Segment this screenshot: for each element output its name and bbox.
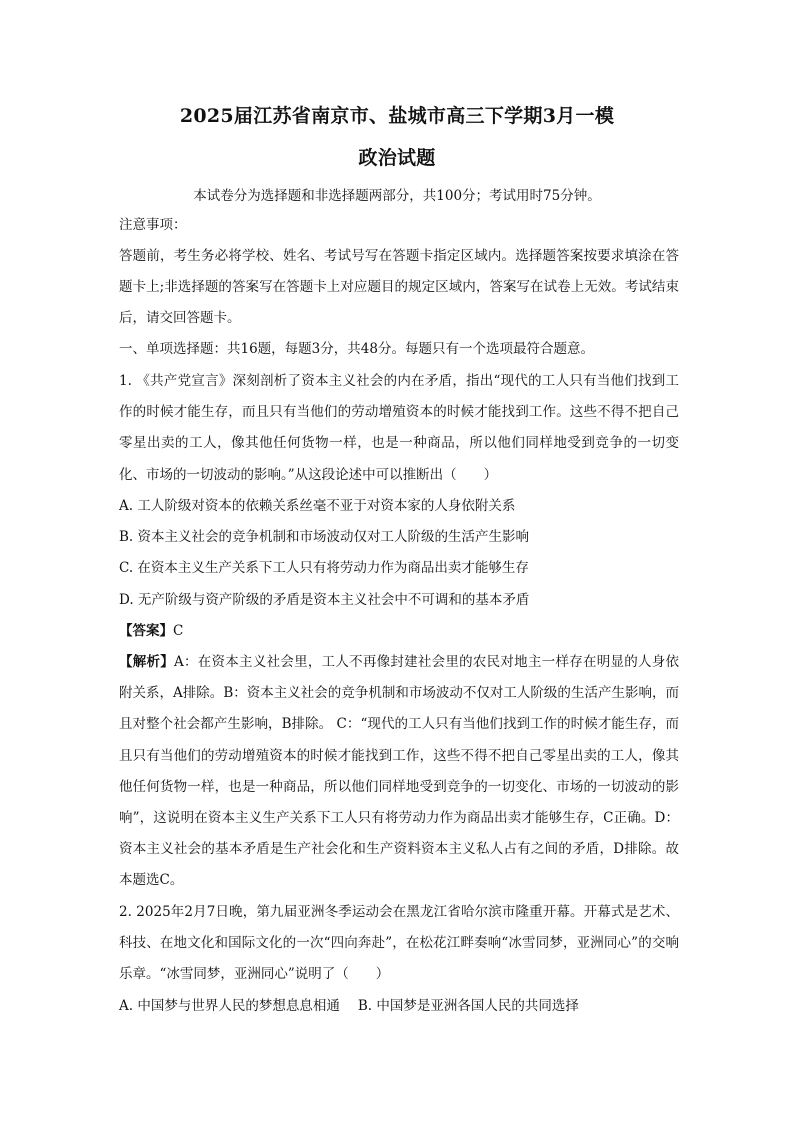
notice-body: 答题前，考生务必将学校、姓名、考试号写在答题卡指定区域内。选择题答案按要求填涂在答题卡上;非选择题的答案写在答题卡上对应题目的规定区域内，答案写在试卷上无效。考试结束后，请交回答题卡。 [119, 248, 679, 327]
question-2-options [119, 991, 679, 1022]
question-2-option-a: A. 中国梦与世界人民的梦想息息相通 [119, 998, 340, 1014]
question-1-option-c: C. 在资本主义生产关系下工人只有将劳动力作为商品出卖才能够生存 [119, 560, 529, 577]
section-heading: 一、单项选择题：共16题，每题3分，共48分。每题只有一个选项最符合题意。 [119, 341, 594, 357]
exam-subject-title: 政治试题 [358, 147, 436, 169]
question-2-stem: 2. 2025年2月7日晚，第九届亚洲冬季运动会在黑龙江省哈尔滨市隆重开幕。开幕式是艺术、科技、在地文化和国际文化的一次“四向奔赴”，在松花江畔奏响“冰雪同梦，亚洲同心”的交响乐章。“冰雪同梦，亚洲同心”说明了（ ） [119, 904, 679, 983]
question-1-option-d: D. 无产阶级与资产阶级的矛盾是资本主义社会中不可调和的基本矛盾 [119, 591, 530, 608]
question-1-analysis [119, 647, 679, 897]
notice-heading: 注意事项： [119, 217, 187, 233]
analysis-text: A：在资本主义社会里，工人不再像封建社会里的农民对地主一样存在明显的人身依附关系，A排除。B：资本主义社会的竞争机制和市场波动不仅对工人阶级的生活产生影响，而且对整个社会都产生影响，B排除。 C：“现代的工人只有当他们找到工作的时候才能生存，而且只有当他们的劳动增殖资本的时候才能找到工作，这些不得不把自己零星出卖的工人，像其他任何货物一样，也是一种商品，所以他们同样地受到竞争的一切变化、市场的一切波动的影响”，这说明在资本主义生产关系下工人只有将劳动力作为商品出卖才能够生存，C正确。D：资本主义社会的基本矛盾是生产社会化和生产资料资本主义私人占有之间的矛盾，D排除。故本题选C。 [119, 654, 680, 889]
exam-title: 2025届江苏省南京市、盐城市高三下学期3月一模 [179, 105, 615, 127]
exam-intro: 本试卷分为选择题和非选择题两部分，共100分；考试用时75分钟。 [193, 188, 601, 204]
question-1-answer [119, 616, 679, 647]
answer-value: C [173, 623, 184, 639]
question-1-option-b: B. 资本主义社会的竞争机制和市场波动仅对工人阶级的生活产生影响 [119, 529, 530, 546]
question-1-options [119, 491, 679, 616]
question-2-option-b: B. 中国梦是亚洲各国人民的共同选择 [357, 998, 579, 1014]
answer-label: 【答案】 [119, 623, 173, 639]
question-1-option-a: A. 工人阶级对资本的依赖关系丝毫不亚于对资本家的人身依附关系 [119, 498, 516, 514]
analysis-label: 【解析】 [119, 654, 175, 670]
question-1-stem: 1. 《共产党宣言》深刻剖析了资本主义社会的内在矛盾，指出“现代的工人只有当他们找到工作的时候才能生存，而且只有当他们的劳动增殖资本的时候才能找到工作。这些不得不把自己零星出卖的工人，像其他任何货物一样，也是一种商品，所以他们同样地受到竞争的一切变化、市场的一切波动的影响。”从这段论述中可以推断出（ ） [119, 373, 679, 483]
